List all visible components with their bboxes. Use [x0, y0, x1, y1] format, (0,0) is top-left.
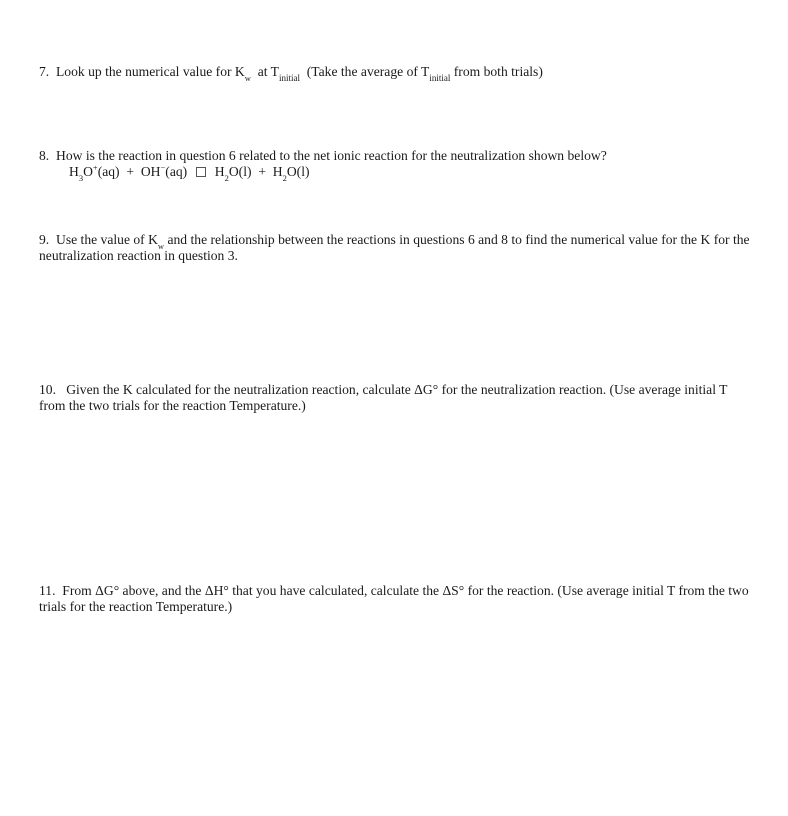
q11-text: From ΔG° above, and the ΔH° that you have calculated, calculate the ΔS° for the reaction. (Use average initial T from the two trials for the reaction Temperature.): [39, 583, 749, 614]
eq-h2o-2-h: H: [272, 164, 283, 179]
eq-o: O: [83, 164, 93, 179]
q9-text-b: and the relationship between the reactions in questions 6 and 8 to find the numerical value for the K for the neutralization reaction in question 3.: [39, 232, 750, 263]
eq-plus-2: +: [258, 164, 266, 179]
q7-text-d: from both trials): [453, 64, 543, 79]
eq-h2o-1-h: H: [214, 164, 225, 179]
question-7: [39, 64, 751, 83]
q7-sub-initial-1: initial: [278, 72, 300, 83]
eq-plus-1: +: [126, 164, 135, 179]
neutralization-equation: [69, 162, 751, 183]
q8-text: How is the reaction in question 6 related to the net ionic reaction for the neutralization shown below?: [56, 148, 607, 163]
eq-h2o-2-rest: O(l): [286, 164, 310, 179]
question-8: [39, 148, 751, 183]
eq-h2o-2-sub: 2: [282, 172, 287, 183]
q7-text-b: at T: [257, 64, 279, 79]
q7-sub-initial-2: initial: [429, 72, 451, 83]
q8-number: 8.: [39, 148, 50, 163]
question-9: [39, 232, 751, 264]
reaction-arrow-glyph-icon: [196, 167, 206, 177]
eq-sup-plus: +: [92, 162, 98, 173]
q7-text-a: Look up the numerical value for K: [56, 64, 245, 79]
q7-number: 7.: [39, 64, 50, 79]
eq-sub-3: 3: [78, 172, 84, 183]
eq-h: H: [69, 164, 79, 179]
eq-h2o-1-sub: 2: [224, 172, 229, 183]
q9-number: 9.: [39, 232, 50, 247]
eq-aq-2: (aq): [165, 164, 188, 179]
q10-text: Given the K calculated for the neutralization reaction, calculate ΔG° for the neutralization reaction. (Use average initial T from the two trials for the reaction Temperature.): [39, 382, 728, 413]
q9-text-a: Use the value of K: [56, 232, 158, 247]
eq-h2o-1-rest: O(l): [228, 164, 252, 179]
q7-sub-w: w: [244, 72, 251, 83]
eq-sup-minus: −: [160, 162, 166, 173]
eq-oh: OH: [140, 164, 161, 179]
q11-number: 11.: [39, 583, 56, 598]
q10-number: 10.: [39, 382, 56, 397]
q9-sub-w: w: [157, 240, 165, 251]
question-11: [39, 583, 751, 615]
eq-aq-1: (aq): [97, 164, 120, 179]
q7-text-c: (Take the average of T: [306, 64, 430, 79]
question-10: [39, 382, 751, 414]
